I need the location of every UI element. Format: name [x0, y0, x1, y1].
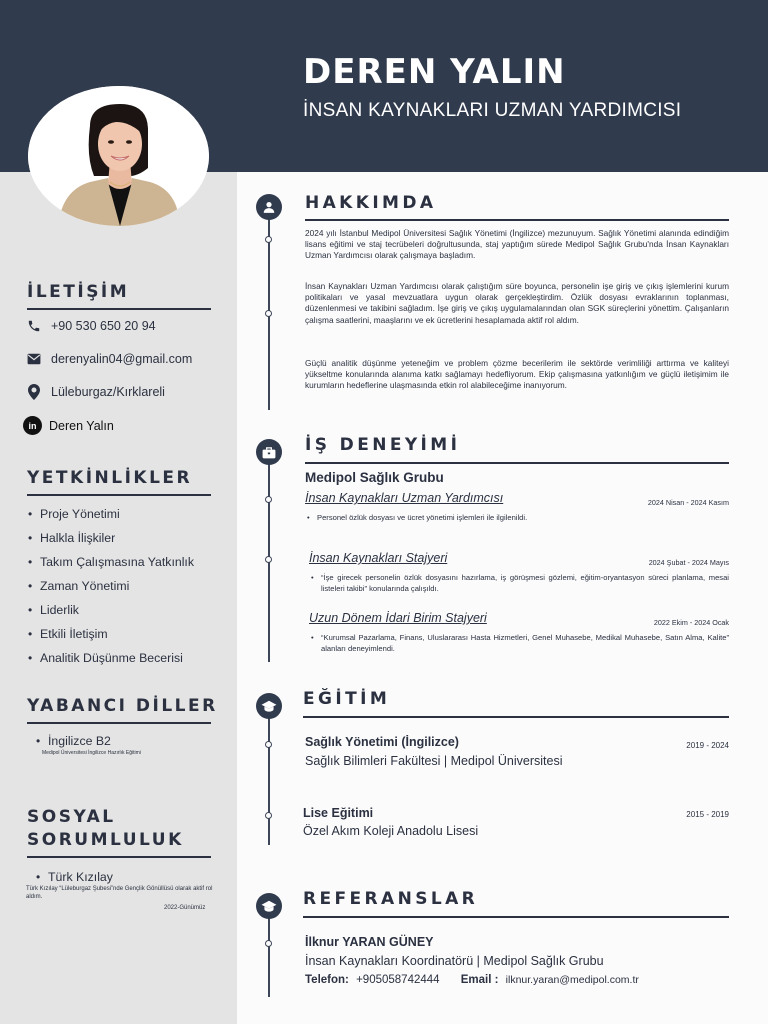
- mail-icon: [25, 350, 43, 368]
- profile-photo: [28, 86, 209, 226]
- experience-desc-2: • “İşe girecek personelin özlük dosyasını hazırlama, iş görüşmesi gözlemi, eğitim-oryantasyon süreci planlama, mesai listeleri takibi” konularında çalışıldı.: [311, 573, 729, 593]
- skill-item: • Zaman Yönetimi: [28, 579, 130, 593]
- skill-item: • Liderlik: [28, 603, 79, 617]
- education-degree-2: Lise Eğitimi: [303, 806, 374, 820]
- references-divider: [303, 916, 729, 918]
- reference-phone[interactable]: +905058742444: [356, 974, 440, 986]
- skills-heading: YETKİNLİKLER: [27, 468, 193, 488]
- about-heading: HAKKIMDA: [305, 193, 437, 213]
- reference-email[interactable]: ilknur.yaran@medipol.com.tr: [505, 974, 639, 986]
- graduation-cap-icon: [256, 693, 282, 719]
- experience-date-3: 2022 Ekim - 2024 Ocak: [653, 618, 729, 627]
- contact-location-row: [25, 383, 165, 401]
- education-date-1: 2019 - 2024: [686, 741, 729, 750]
- contact-linkedin[interactable]: Deren Yalın: [49, 418, 114, 433]
- social-item: • Türk Kızılay: [36, 870, 113, 884]
- education-school-2: Özel Akım Koleji Anadolu Lisesi: [303, 824, 479, 838]
- timeline-dot: [265, 236, 272, 243]
- experience-date-1: 2024 Nisan - 2024 Kasım: [647, 498, 729, 507]
- contact-location: Lüleburgaz/Kırklareli: [51, 385, 165, 399]
- reference-position: İnsan Kaynakları Koordinatörü | Medipol Sağlık Grubu: [305, 954, 604, 968]
- timeline-dot: [265, 812, 272, 819]
- languages-divider: [27, 722, 211, 724]
- timeline-line-about: [268, 195, 270, 410]
- social-divider: [27, 856, 211, 858]
- timeline-dot: [265, 940, 272, 947]
- education-date-2: 2015 - 2019: [686, 810, 729, 819]
- timeline-dot: [265, 741, 272, 748]
- skill-item: • Halkla İlişkiler: [28, 531, 116, 545]
- education-degree-1: Sağlık Yönetimi (İngilizce): [305, 735, 459, 749]
- reference-email-label: Email :: [460, 974, 499, 986]
- about-paragraph-3: Güçlü analitik düşünme yeteneğim ve problem çözme becerilerim ile sektörde verimliliği arttırma ve kaliteyi yükseltme konularında alanıma katkı sağlamayı hedefliyorum. Ekip çalışmasına yatkınlığım ve güçlü iletişimim ile kurumların hedeflerine ulaşmasında etkin rol alabileceğime inanıyorum.: [305, 358, 729, 391]
- about-paragraph-2: İnsan Kaynakları Uzman Yardımcısı olarak çalıştığım süre boyunca, personelin işe giriş ve çıkış işlemlerini kurum politikaları ve yasal mevzuatlara uygun olarak gerçekleştirdim. Özlük dosyası evraklarının toplanması, düzenlenmesi ve takibini sağladım. İşe giriş ve çıkış uygulamalarından olan SGK süreçlerini yönettim. Çalışanların çalışma saatlerini, maaşlarını ve ek ücretlerini hesaplamada aktif rol aldım.: [305, 281, 729, 325]
- experience-role-3: Uzun Dönem İdari Birim Stajyeri: [309, 611, 487, 625]
- skills-list: [28, 506, 194, 674]
- education-heading: EĞİTİM: [303, 689, 391, 709]
- social-heading-line2: SORUMLULUK: [27, 830, 184, 850]
- timeline-dot: [265, 556, 272, 563]
- candidate-name: DEREN YALIN: [303, 52, 566, 92]
- timeline-dot: [265, 496, 272, 503]
- contact-email-row: [25, 350, 192, 368]
- linkedin-icon: in: [23, 416, 42, 435]
- skill-item: • Proje Yönetimi: [28, 507, 120, 521]
- skill-item: • Etkili İletişim: [28, 627, 108, 641]
- experience-heading: İŞ DENEYİMİ: [305, 435, 461, 455]
- language-note: Medipol Üniversitesi İngilizce Hazırlık Eğitimi: [42, 750, 141, 756]
- experience-org: Medipol Sağlık Grubu: [305, 470, 444, 485]
- social-date: 2022-Günümüz: [164, 905, 206, 911]
- timeline-line-experience: [268, 440, 270, 662]
- contact-divider: [27, 308, 211, 310]
- phone-icon: [25, 317, 43, 335]
- experience-role-1: İnsan Kaynakları Uzman Yardımcısı: [305, 491, 504, 505]
- experience-divider: [305, 462, 729, 464]
- social-heading-line1: SOSYAL: [27, 807, 116, 827]
- contact-linkedin-row: [23, 416, 114, 435]
- contact-email[interactable]: derenyalin04@gmail.com: [51, 352, 193, 366]
- skill-item: • Analitik Düşünme Becerisi: [28, 651, 183, 665]
- timeline-dot: [265, 310, 272, 317]
- experience-desc-1: • Personel özlük dosyası ve ücret yönetimi işlemleri ile ilgilenildi.: [307, 513, 528, 522]
- location-pin-icon: [25, 383, 43, 401]
- experience-role-2: İnsan Kaynakları Stajyeri: [309, 551, 448, 565]
- skill-item: • Takım Çalışmasına Yatkınlık: [28, 555, 194, 569]
- experience-desc-3: • “Kurumsal Pazarlama, Finans, Uluslararası Hasta Hizmetleri, Genel Muhasebe, Medikal Muhasebe, Satın Alma, Kalite” alanları deneyimlendi.: [311, 633, 729, 653]
- languages-heading: YABANCI DİLLER: [27, 696, 218, 716]
- person-icon: [256, 194, 282, 220]
- experience-date-2: 2024 Şubat - 2024 Mayıs: [648, 558, 729, 567]
- reference-name: İlknur YARAN GÜNEY: [305, 935, 434, 949]
- education-school-1: Sağlık Bilimleri Fakültesi | Medipol Üniversitesi: [305, 754, 563, 768]
- contact-phone: +90 530 650 20 94: [51, 319, 156, 333]
- graduation-cap-icon-references: [256, 893, 282, 919]
- skills-divider: [27, 494, 211, 496]
- briefcase-icon: [256, 439, 282, 465]
- contact-heading: İLETİŞİM: [27, 282, 130, 302]
- contact-phone-row: [25, 317, 156, 335]
- about-paragraph-1: 2024 yılı İstanbul Medipol Üniversitesi Sağlık Yönetimi (İngilizce) mezunuyum. Sağlık Yönetimi alanında edindiğim lisans eğitimi ve staj tecrübeleri doğrultusunda, staj yaptığım sürede Medipol Sağlık Grubu'nda İnsan Kaynakları Uzman Yardımcısı olarak çalışmaya başladım.: [305, 228, 729, 261]
- reference-contact-row: [305, 974, 639, 986]
- language-item: • İngilizce B2: [36, 734, 111, 748]
- references-heading: REFERANSLAR: [303, 889, 479, 909]
- social-note: Türk Kızılay “Lüleburgaz Şubesi”nde Gençlik Gönüllüsü olarak aktif rol aldım.: [26, 886, 213, 900]
- candidate-title: İNSAN KAYNAKLARI UZMAN YARDIMCISI: [303, 100, 682, 121]
- education-divider: [303, 716, 729, 718]
- about-divider: [305, 219, 729, 221]
- reference-phone-label: Telefon:: [305, 974, 349, 986]
